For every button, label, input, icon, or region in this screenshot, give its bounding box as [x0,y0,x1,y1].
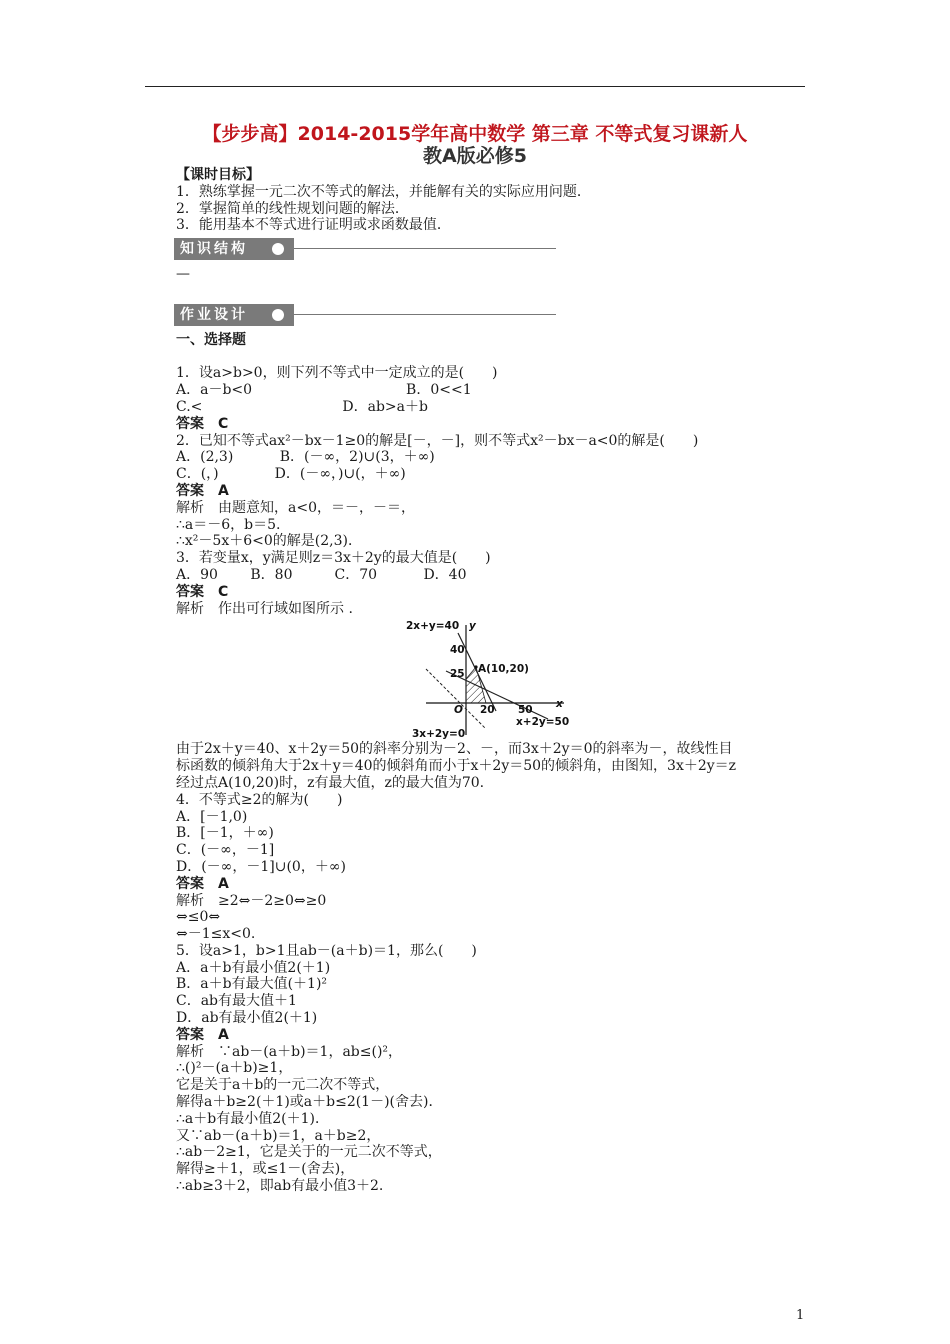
text-line: 3．若变量x，y满足则z＝3x＋2y的最大值是( ) [176,550,491,567]
text-line: 标函数的倾斜角大于2x＋y＝40的倾斜角而小于x＋2y＝50的倾斜角，由图知，3x＋2y＝z [176,758,737,775]
analysis-line: 解析 作出可行域如图所示 . [176,600,353,617]
text-line: C．(，) D．(－∞，)∪(，＋∞) [176,466,406,483]
goals-heading: 【课时目标】 [176,167,260,183]
text-line: 经过点A(10,20)时，z有最大值，z的最大值为70. [176,774,485,791]
section-banner-homework [174,304,816,326]
bullet-dot-icon [272,309,284,321]
text-line: 它是关于a＋b的一元二次不等式， [176,1077,390,1094]
text-line: 2．已知不等式ax²－bx－1≥0的解是[－，－]，则不等式x²－bx－a<0的解是( ) [176,432,699,449]
title-line-2: 教A版必修5 [423,145,527,167]
label-40: 40 [450,644,465,657]
text-line: ∴ab－2≥1，它是关于的一元二次不等式， [176,1144,442,1161]
label-2x-y-40: 2x+y=40 [406,620,460,633]
header-rule [145,86,805,87]
text-line: ⇔－1≤x<0. [176,926,256,943]
text-line: B．[－1，＋∞) [176,825,274,842]
answer-line: 答案 A [176,482,229,499]
label-y: y [469,620,476,633]
feasible-region-graph [406,619,586,739]
text-line: ∴()²－(a＋b)≥1， [176,1060,293,1077]
answer-line: 答案 C [176,415,229,432]
dash-placeholder: — [176,266,190,283]
text-line: ∴x²－5x＋6<0的解是(2,3)． [176,533,362,550]
text-line: A．a－b<0 B．0<<1 [176,382,472,399]
text-line: A．(2,3) B．(－∞，2)∪(3，＋∞) [176,449,435,466]
label-20: 20 [480,704,495,717]
title-line-1: 【步步高】2014-2015学年高中数学 第三章 不等式复习课新人 [202,123,748,145]
text-line: A．a＋b有最小值2(＋1) [176,959,331,976]
text-line: 4．不等式≥2的解为( ) [176,791,343,808]
section-rule [294,248,556,249]
text-line: C．(－∞，－1] [176,842,275,859]
page-number: 1 [796,1308,805,1323]
analysis-line: 解析 ∵ab－(a＋b)＝1，ab≤()²， [176,1043,403,1060]
answer-line: 答案 A [176,1026,229,1043]
section-label: 作业设计 [174,304,294,326]
label-25: 25 [450,668,465,681]
text-line: 5．设a>1，b>1且ab－(a＋b)＝1，那么( ) [176,942,477,959]
text-line: 1．设a>b>0，则下列不等式中一定成立的是( ) [176,365,498,382]
part-heading: 一、选择题 [176,331,246,348]
goal-item: 2．掌握简单的线性规划问题的解法． [176,200,409,217]
answer-line: 答案 C [176,583,229,600]
section-rule [294,314,556,315]
label-x: x [556,698,563,711]
text-line: 解得a＋b≥2(＋1)或a＋b≤2(1－)(舍去)． [176,1094,443,1111]
text-line: D．ab有最小值2(＋1) [176,1010,318,1027]
analysis-line: 解析 ≥2⇔－2≥0⇔≥0 [176,892,327,909]
text-line: 由于2x＋y＝40、x＋2y＝50的斜率分别为－2、－，而3x＋2y＝0的斜率为－，故线性目 [176,741,733,758]
text-line: B．a＋b有最大值(＋1)² [176,976,328,993]
document-title [145,123,805,167]
answer-line: 答案 A [176,875,229,892]
text-line: C．ab有最大值＋1 [176,993,297,1010]
feasible-region-figure [176,619,816,739]
analysis-line: 解析 由题意知，a<0，＝－，－＝， [176,499,415,516]
label-50: 50 [518,704,533,717]
label-point-a: A(10,20) [478,663,529,676]
label-3x-2y-0: 3x+2y=0 [412,728,466,740]
text-line: D．(－∞，－1]∪(0，＋∞) [176,858,346,875]
section-banner-knowledge [174,238,816,260]
text-line: ⇔≤0⇔ [176,909,221,926]
goal-item: 3．能用基本不等式进行证明或求函数最值． [176,217,451,234]
text-line: ∴a＝－6，b＝5. [176,516,281,533]
label-x-2y-50: x+2y=50 [516,716,570,729]
document-body [176,167,816,1195]
text-line: A．[－1,0) [176,808,248,825]
section-label: 知识结构 [174,238,294,260]
label-origin: O [454,704,463,717]
text-line: ∴ab≥3＋2，即ab有最小值3＋2. [176,1178,384,1195]
text-line: 又∵ab－(a＋b)＝1，a＋b≥2， [176,1127,381,1144]
text-line: ∴a＋b有最小值2(＋1)． [176,1110,329,1127]
goal-item: 1．熟练掌握一元二次不等式的解法，并能解有关的实际应用问题． [176,183,591,200]
text-line: C.< D．ab>a＋b [176,398,428,415]
text-line: A．90 B．80 C．70 D．40 [176,566,467,583]
text-line: 解得≥＋1，或≤1－(舍去)， [176,1161,355,1178]
